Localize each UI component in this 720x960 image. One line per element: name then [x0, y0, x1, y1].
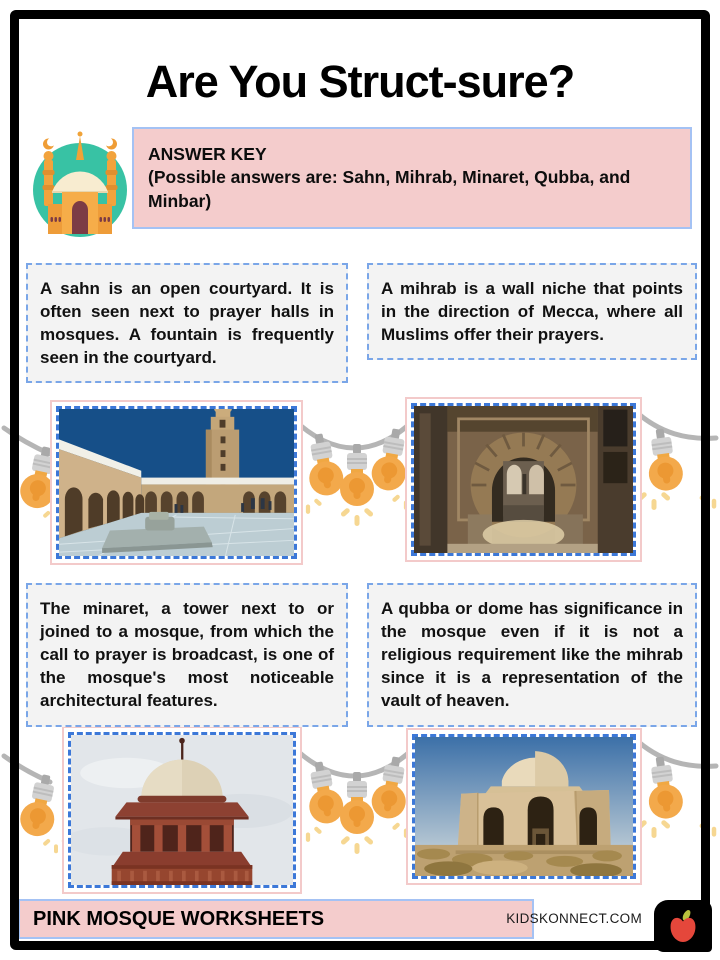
qubba-description-box: A qubba or dome has significance in the mosque even if it is not a religious requirement like the mihrab since it is a representation of the vault of heaven. — [367, 583, 697, 727]
minaret-photo-frame — [62, 726, 302, 894]
answer-key-heading: ANSWER KEY — [148, 144, 267, 164]
minaret-photo — [71, 735, 293, 885]
worksheet-name-label: PINK MOSQUE WORKSHEETS — [33, 907, 325, 930]
mihrab-description-box: A mihrab is a wall niche that points in the direction of Mecca, where all Muslims offer their prayers. — [367, 263, 697, 360]
apple-logo-icon — [667, 908, 699, 944]
answer-key-box — [132, 127, 692, 229]
qubba-photo-frame — [406, 728, 642, 885]
sahn-photo — [59, 409, 294, 556]
page-title: Are You Struct-sure? — [145, 56, 575, 107]
mosque-icon — [28, 114, 132, 248]
sahn-description-box: A sahn is an open courtyard. It is often seen next to prayer halls in mosques. A fountain is frequently seen in the courtyard. — [26, 263, 348, 383]
site-credit: KIDSKONNECT.COM — [506, 911, 642, 926]
qubba-photo — [415, 737, 633, 876]
worksheet-name-banner — [18, 899, 534, 939]
mihrab-photo-frame — [405, 397, 642, 562]
answer-key-answers: (Possible answers are: Sahn, Mihrab, Minaret, Qubba, and Minbar) — [148, 167, 631, 211]
minaret-description-box: The minaret, a tower next to or joined to a mosque, from which the call to prayer is broadcast, is one of the mosque's most noticeable architectural features. — [26, 583, 348, 727]
sahn-photo-frame — [50, 400, 303, 565]
mihrab-photo — [414, 406, 633, 553]
kidskonnect-logo — [654, 900, 712, 952]
